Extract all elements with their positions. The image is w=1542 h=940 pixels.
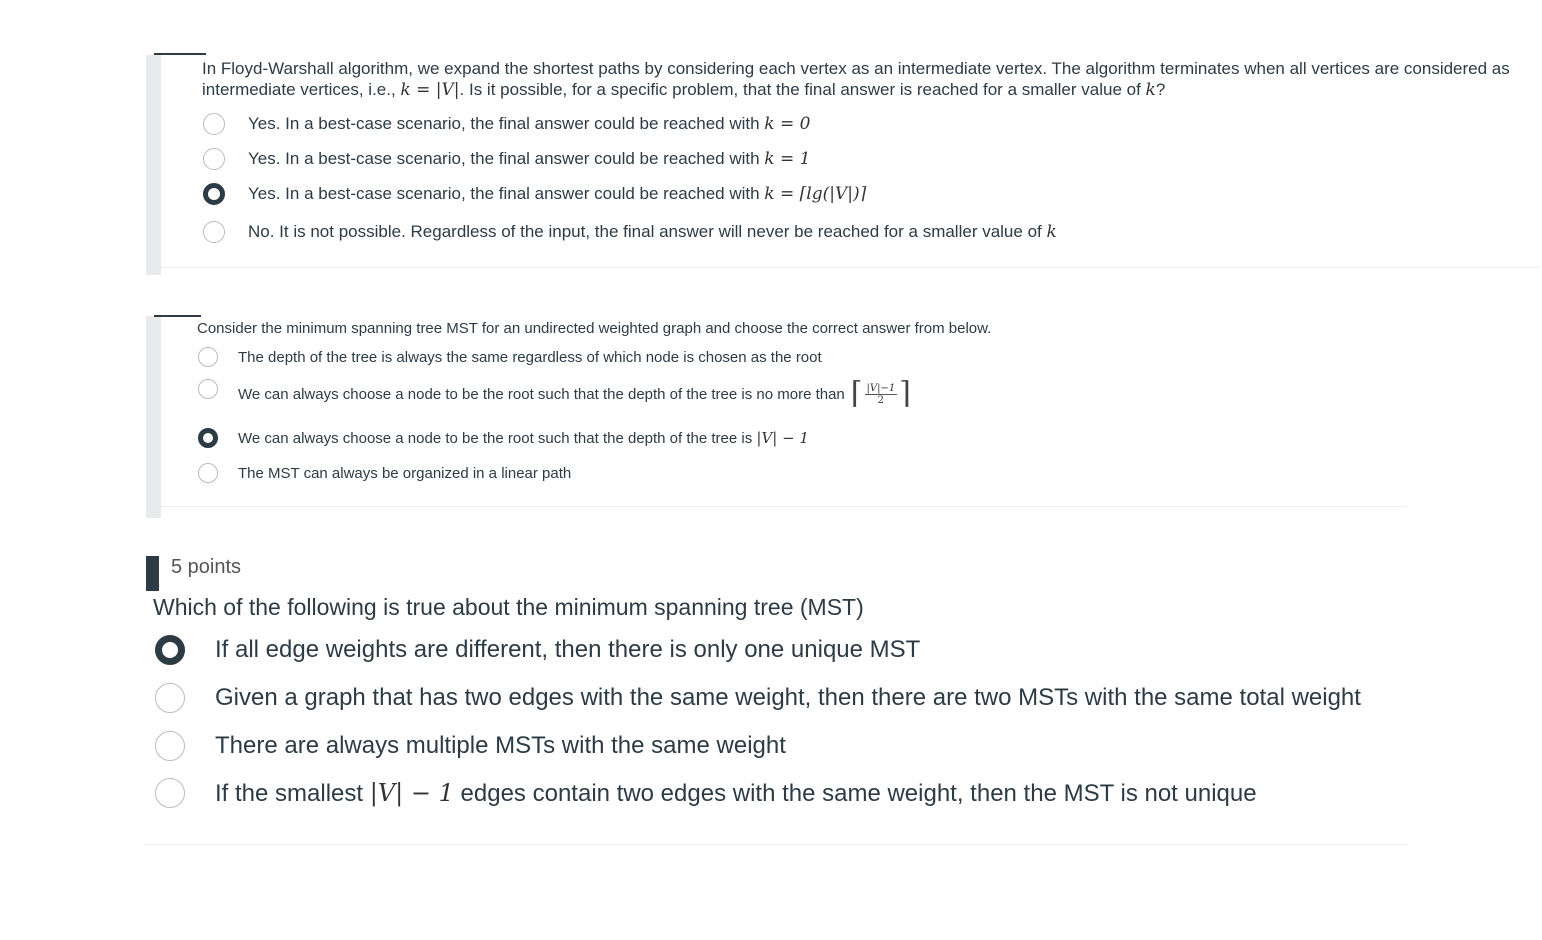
option-unique-mst[interactable] [155,635,920,665]
radio-button[interactable] [155,731,185,761]
option-not-possible[interactable] [203,221,1057,243]
option-k-0[interactable] [203,113,810,135]
option-label: If all edge weights are different, then there is only one unique MST [215,636,921,663]
option-label: Given a graph that has two edges with the same weight, then there are two MSTs with the same total weight [215,684,1361,711]
radio-button[interactable] [203,221,225,243]
option-label: The depth of the tree is always the same regardless of which node is chosen as the root [238,348,822,366]
radio-button[interactable] [203,113,225,135]
radio-button[interactable] [198,463,218,483]
radio-button[interactable] [155,683,185,713]
points-label: 5 points [171,556,242,578]
option-label: We can always choose a node to be the root such that the depth of the tree is no more than ⌈ $\frac{|V|-1}{2}$ ⌉ [238,376,911,411]
radio-button-selected[interactable] [203,183,225,205]
radio-button[interactable] [198,347,218,367]
option-label: Yes. In a best-case scenario, the final answer could be reached with k = 1 [248,149,811,169]
option-not-unique[interactable] [155,778,1257,808]
radio-button[interactable] [203,148,225,170]
option-k-lg[interactable] [203,183,866,205]
option-two-msts[interactable] [155,683,1361,713]
option-label: The MST can always be organized in a linear path [238,464,572,482]
option-label: Yes. In a best-case scenario, the final answer could be reached with k = 0 [248,114,811,134]
option-label: If the smallest |V| − 1 edges contain two edges with the same weight, then the MST is not unique [215,778,1257,807]
ceil-fraction: ⌈ $\frac{|V|-1}{2}$ ⌉ [850,376,911,411]
question-left-bar [146,316,161,518]
option-always-multiple[interactable] [155,731,786,761]
option-linear-path[interactable] [198,463,571,483]
option-label: There are always multiple MSTs with the same weight [215,732,786,759]
question-text: Consider the minimum spanning tree MST for an undirected weighted graph and choose the correct answer from below. [197,320,992,337]
option-half-depth[interactable] [198,376,911,411]
divider [161,506,1407,507]
option-label: No. It is not possible. Regardless of the input, the final answer will never be reached for a smaller value of k [248,222,1057,242]
question-text: In Floyd-Warshall algorithm, we expand the shortest paths by considering each vertex as an intermediate vertex. The algorithm terminates when all vertices are considered as intermediate vertices, i.e., k = |V|. Is it possible, for a specific problem, that the final answer is reached for a smaller value of k? [202,59,1510,100]
question-left-bar [146,55,161,275]
divider [161,267,1540,268]
question-marker-bar [146,556,159,591]
option-same-depth[interactable] [198,347,822,367]
radio-button[interactable] [198,379,218,399]
radio-button-selected[interactable] [155,635,185,665]
divider [146,844,1407,845]
radio-button-selected[interactable] [198,428,218,448]
question-top-rule [154,53,206,55]
question-text: Which of the following is true about the minimum spanning tree (MST) [153,594,864,620]
option-label: We can always choose a node to be the root such that the depth of the tree is |V| − 1 [238,429,809,447]
question-top-rule [154,315,201,317]
option-k-1[interactable] [203,148,810,170]
radio-button[interactable] [155,778,185,808]
option-label: Yes. In a best-case scenario, the final answer could be reached with k = ⌈lg(|V|)⌉ [248,184,867,204]
option-depth-v-minus-1[interactable] [198,428,809,448]
